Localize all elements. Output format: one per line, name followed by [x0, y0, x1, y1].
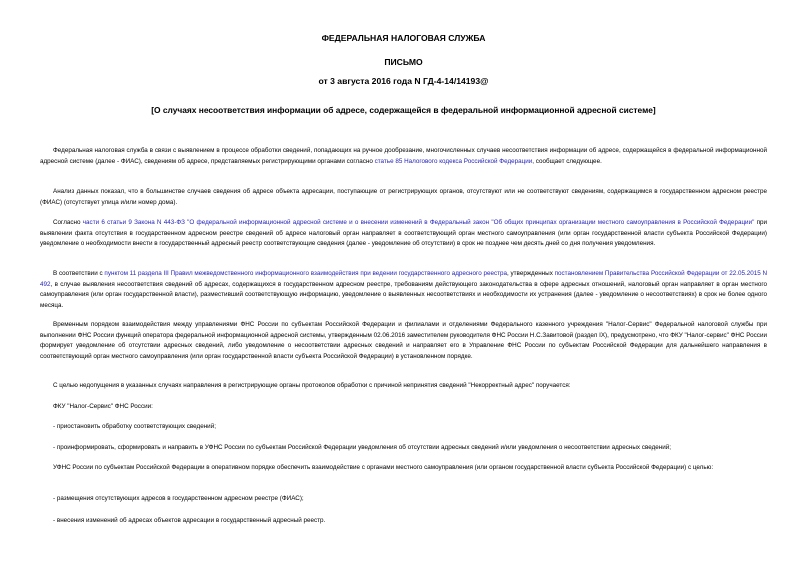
paragraph-2	[40, 187, 767, 208]
paragraph-6-text: С целью недопущения в указанных случаях направления в регистрирующие органы протоколов обработки с причиной непринятия сведений "Некорректный адрес" поручается:	[53, 382, 571, 389]
paragraph-5-text: Временным порядком взаимодействия между управлениями ФНС России по субъектам Российской Федерации и филиалами и отделениями Федерального казенного учреждения "Налог-Сервис" Федеральной налоговой службы при выполнении ФНС России функций оператора федеральной информационной адресной системы, утвержденным 02.06.2016 заместителем руководителя ФНС России Н.С.Завитовой (раздел IX), предусмотрено, что ФКУ "Налог-сервис" ФНС России формирует уведомление об отсутствии адресных сведений, либо уведомление о несоответствии адресных сведений и направляет его в Управление ФНС России по субъектам Российской Федерации для дальнейшего направления в соответствующий орган местного самоуправления (или орган государственной власти субъекта Российской Федерации) в установленном порядке.	[40, 321, 767, 360]
paragraph-7	[53, 402, 767, 413]
list-item-place-addresses	[53, 494, 767, 505]
link-rules-section-3[interactable]: пунктом 11 раздела III Правил межведомственного информационного взаимодействия при ведении государственного адресного реестра	[104, 270, 507, 277]
list-item-suspend-text: - приостановить обработку соответствующих сведений;	[53, 423, 216, 430]
doc-type-heading: ПИСЬМО	[384, 57, 423, 67]
paragraph-4	[40, 269, 767, 311]
list-item-suspend	[53, 422, 767, 433]
list-item-make-changes	[53, 516, 767, 527]
paragraph-5	[40, 320, 767, 362]
list-item-inform	[53, 443, 767, 454]
paragraph-4-text-b: , утвержденных	[507, 270, 553, 277]
paragraph-3	[40, 218, 767, 250]
link-law-443-fz[interactable]: части 6 статьи 9 Закона N 443-ФЗ "О федеральной информационной адресной системе и о внесении изменений в Федеральный закон "Об общих принципах организации местного самоуправления в Российской Федерации"	[82, 219, 755, 226]
paragraph-1-text-a: Федеральная налоговая служба в связи с выявлением в процессе обработки сведений, попадающих на ручное дообрезание, многочисленных случаев несоответствия информации об адресе, содержащейся в федеральной информационной адресной системе (далее - ФИАС), сведениям об адресе, представляемых регистрирующими органами согласно	[40, 147, 767, 165]
agency-heading: ФЕДЕРАЛЬНАЯ НАЛОГОВАЯ СЛУЖБА	[321, 33, 486, 43]
doc-date-number: от 3 августа 2016 года N ГД-4-14/14193@	[318, 76, 489, 86]
paragraph-3-text-b: при выявлении факта отсутствия в государственном адресном реестре сведений об адресе налоговый орган направляет в соответствующий орган местного самоуправления (или орган государственной власти субъекта Российской Федерации) уведомление о необходимости внести в государственный адресный реестр соответствующие сведения (далее - уведомление об отсутствии) в срок не позднее чем десять дней со дня получения уведомления.	[40, 219, 768, 248]
paragraph-3-text-a: Согласно	[53, 219, 81, 226]
paragraph-4-text-c: , в случае выявления несоответствия сведений об адресах, содержащихся в государственном адресном реестре, требованиям действующего законодательства в сфере адресных отношений, налоговый орган направляет в орган местного самоуправления (или орган государственной власти), разместивший соответствующую информацию, уведомление о выявленных несоответствиях и необходимости их устранения (далее - уведомление о несоответствиях) в срок не более одного месяца.	[40, 280, 767, 309]
paragraph-10	[40, 463, 767, 474]
list-item-inform-text: - проинформировать, сформировать и направить в УФНС России по субъектам Российской Федерации уведомления об отсутствии адресных сведений и/или уведомления о несоответствии адресных сведений;	[53, 444, 672, 451]
list-item-make-changes-text: - внесения изменений об адресах объектов адресации в государственный адресный реестр.	[53, 517, 326, 524]
doc-subject: [О случаях несоответствия информации об адресе, содержащейся в федеральной информационной адресной системе]	[151, 105, 656, 115]
paragraph-1	[40, 146, 767, 167]
paragraph-10-text: УФНС России по субъектам Российской Федерации в оперативном порядке обеспечить взаимодействие с органами местного самоуправления (или органом государственной власти субъекта Российской Федерации) с целью:	[53, 464, 714, 471]
paragraph-4-text-a: В соответствии с	[53, 270, 103, 277]
paragraph-6	[40, 381, 767, 392]
link-tax-code-article-85[interactable]: статье 85 Налогового кодекса Российской Федерации	[374, 157, 533, 165]
link-government-decree-492[interactable]: постановлением Правительства Российской Федерации от 22.05.2015 N 492	[40, 270, 768, 288]
paragraph-1-text-b: , сообщает следующее.	[532, 157, 602, 165]
paragraph-7-text: ФКУ "Налог-Сервис" ФНС России:	[53, 403, 153, 410]
list-item-place-addresses-text: - размещения отсутствующих адресов в государственном адресном реестре (ФИАС);	[53, 495, 304, 502]
paragraph-2-text: Анализ данных показал, что в большинстве случаев сведения об адресе объекта адресации, поступающие от регистрирующих органов, отсутствуют или не соответствуют сведениям, содержащимся в государственном адресном реестре (ФИАС) (отсутствует улица и/или номер дома).	[40, 188, 767, 206]
